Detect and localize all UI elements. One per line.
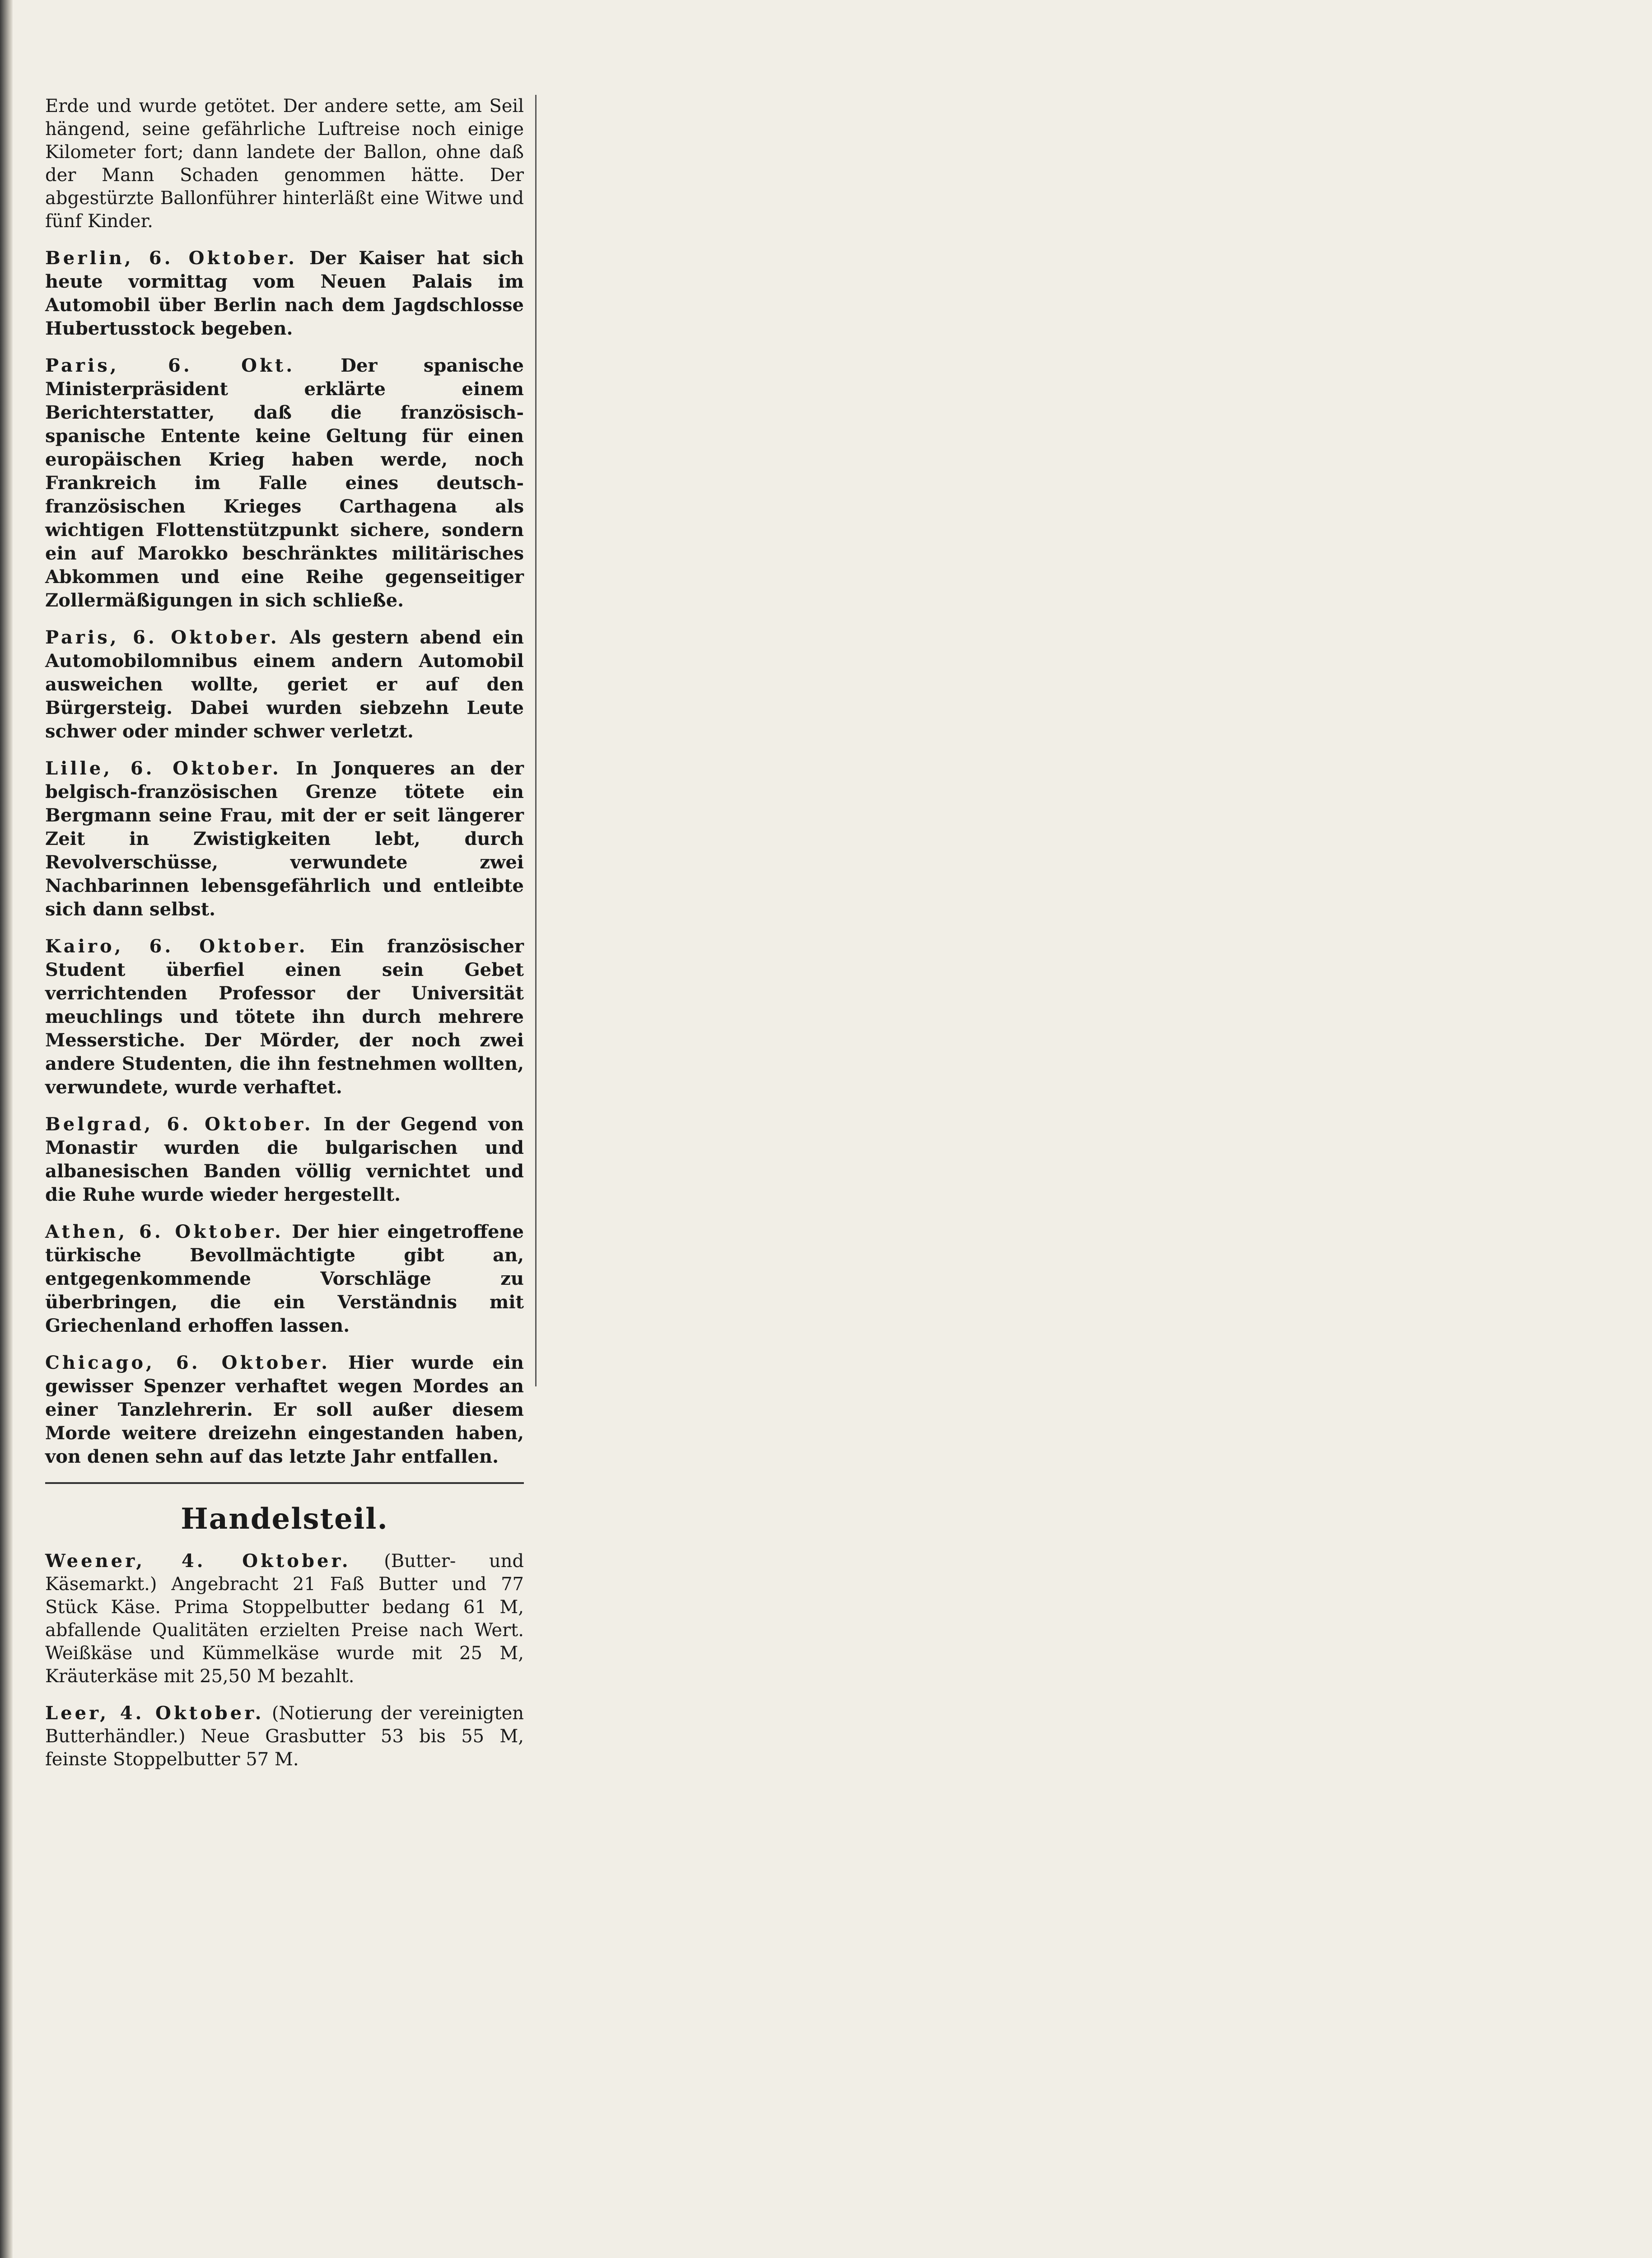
news-item: Lille, 6. Oktober. In Jonqueres an der belgisch-französischen Grenze tötete ein Bergmann seine Frau, mit der er seit längerer Zeit in Zwistigkeiten lebt, durch Revolverschüsse, verwundete zwei Nachbarinnen lebensgefährlich und entleibte sich dann selbst. [45,758,524,920]
news-item: Athen, 6. Oktober. Der hier eingetroffene türkische Bevollmächtigte gibt an, entgegenkommende Vorschläge zu überbringen, die ein Verständnis mit Griechenland erhoffen lassen. [45,1221,524,1336]
news-item: Kairo, 6. Oktober. Ein französischer Student überfiel einen sein Gebet verrichtenden Professor der Universität meuchlings und tötete ihn durch mehrere Messerstiche. Der Mörder, der noch zwei andere Studenten, die ihn festnehmen wollten, verwundete, wurde verhaftet. [45,936,524,1098]
column-rule [535,95,537,1386]
news-item: Belgrad, 6. Oktober. In der Gegend von Monastir wurden die bulgarischen und albanesischen Banden völlig vernichtet und die Ruhe wurde wieder hergestellt. [45,1114,524,1205]
news-column [45,95,524,1785]
page-edge [0,0,13,2258]
section-divider [45,1482,524,1484]
news-item: Paris, 6. Okt. Der spanische Ministerpräsident erklärte einem Berichterstatter, daß die französisch-spanische Entente keine Geltung für einen europäischen Krieg haben werde, noch Frankreich im Falle eines deutsch-französischen Krieges Carthagena als wichtigen Flottenstützpunkt sichere, sondern ein auf Marokko beschränktes militärisches Abkommen und eine Reihe gegenseitiger Zollermäßigungen in sich schließe. [45,355,524,611]
trade-heading: Handelsteil. [181,1502,388,1536]
trade-item: Leer, 4. Oktober. (Notierung der vereinigten Butterhändler.) Neue Grasbutter 53 bis 55 M, feinste Stoppelbutter 57 M. [45,1703,524,1770]
news-item: Paris, 6. Oktober. Als gestern abend ein Automobilomnibus einem andern Automobil ausweichen wollte, geriet er auf den Bürgersteig. Dabei wurden siebzehn Leute schwer oder minder schwer verletzt. [45,627,524,742]
trade-item: Weener, 4. Oktober. (Butter- und Käsemarkt.) Angebracht 21 Faß Butter und 77 Stück Käse. Prima Stoppelbutter bedang 61 M, abfallende Qualitäten erzielten Preise nach Wert. Weißkäse und Kümmelkäse wurde mit 25 M, Kräuterkäse mit 25,50 M bezahlt. [45,1550,524,1687]
news-item: Berlin, 6. Oktober. Der Kaiser hat sich heute vormittag vom Neuen Palais im Automobil über Berlin nach dem Jagdschlosse Hubertusstock begeben. [45,247,524,339]
news-item: Chicago, 6. Oktober. Hier wurde ein gewisser Spenzer verhaftet wegen Mordes an einer Tanzlehrerin. Er soll außer diesem Morde weitere dreizehn eingestanden haben, von denen sehn auf das letzte Jahr entfallen. [45,1352,524,1467]
news-intro: Erde und wurde getötet. Der andere sette, am Seil hängend, seine gefährliche Luftreise noch einige Kilometer fort; dann landete der Ballon, ohne daß der Mann Schaden genommen hätte. Der abgestürzte Ballonführer hinterläßt eine Witwe und fünf Kinder. [45,96,524,232]
